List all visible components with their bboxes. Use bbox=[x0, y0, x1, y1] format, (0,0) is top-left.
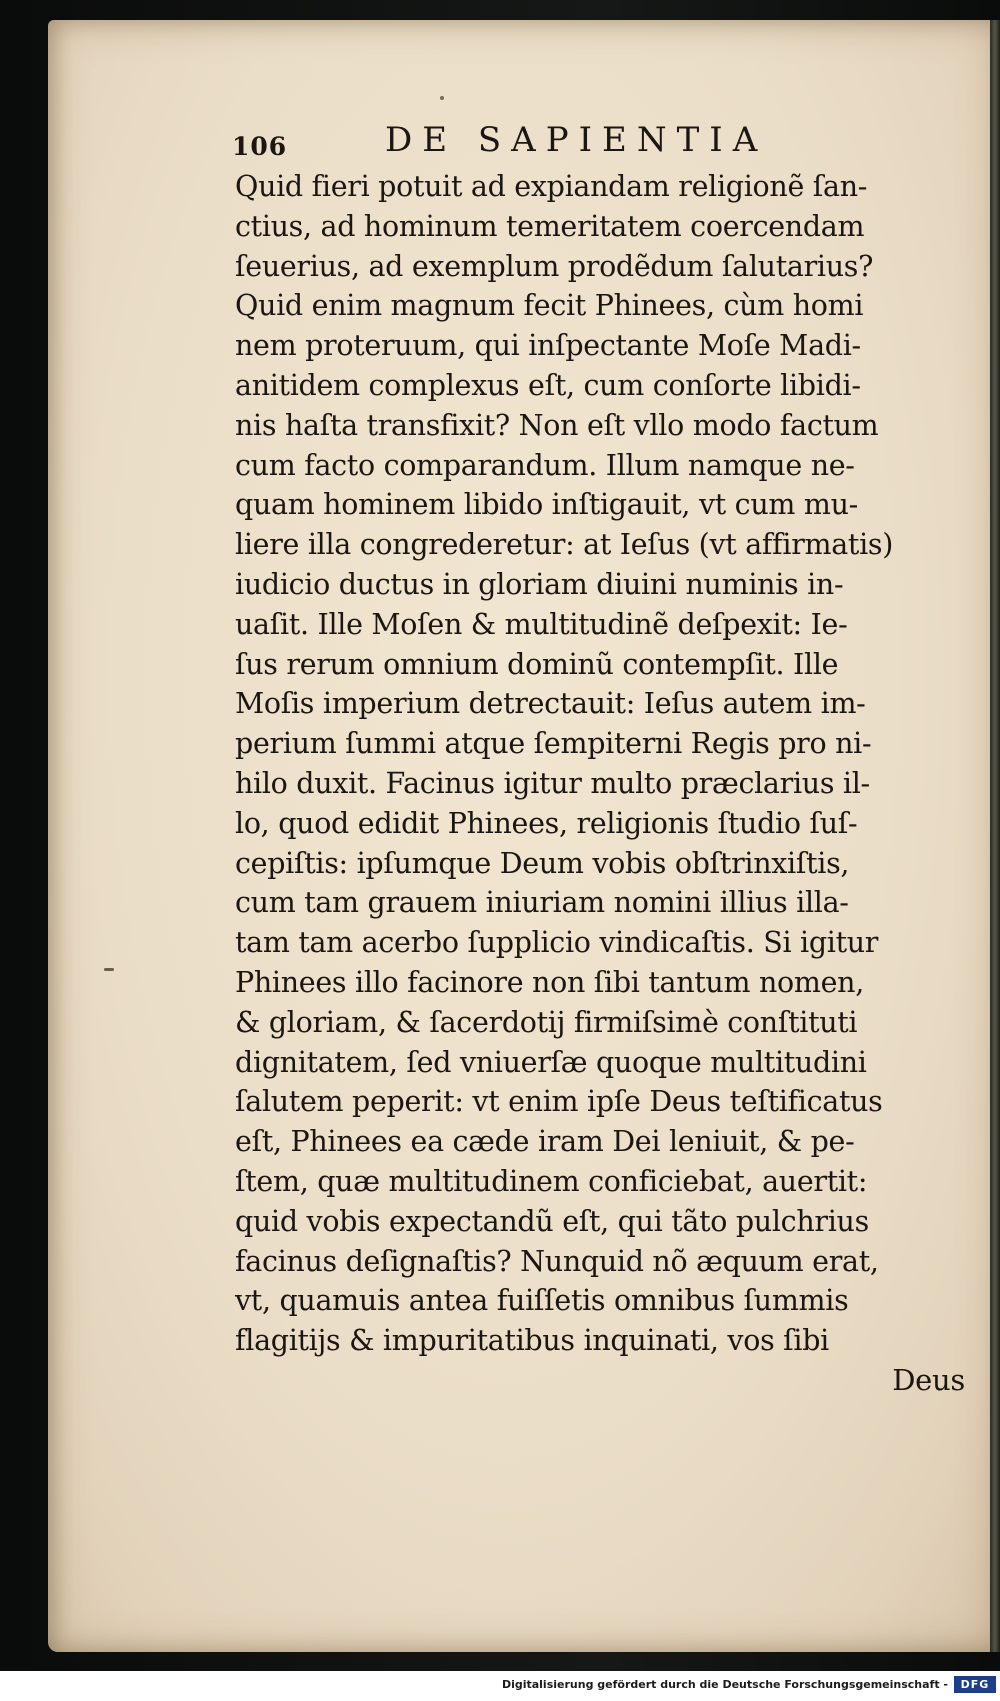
text-line: ſeuerius, ad exemplum prodẽdum ſalutarius? bbox=[235, 249, 874, 283]
body-text bbox=[235, 167, 975, 1401]
text-line: ſalutem peperit: vt enim ipſe Deus teſtificatus bbox=[235, 1085, 883, 1119]
text-line: quid vobis expectandũ eſt, qui tãto pulchrius bbox=[235, 1204, 869, 1238]
text-line: cum facto comparandum. Illum namque ne- bbox=[235, 448, 855, 482]
text-line: cum tam grauem iniuriam nomini illius illa- bbox=[235, 886, 849, 920]
running-head bbox=[190, 120, 965, 170]
text-line: perium ſummi atque ſempiterni Regis pro ni- bbox=[235, 727, 872, 761]
text-line: vt, quamuis antea fuiſſetis omnibus ſummis bbox=[235, 1284, 849, 1318]
text-line: uaſit. Ille Moſen & multitudinẽ deſpexit: Ie- bbox=[235, 607, 848, 641]
funding-credit: Digitalisierung gefördert durch die Deutsche Forschungsgemeinschaft - bbox=[501, 1678, 948, 1691]
text-line: iudicio ductus in gloriam diuini numinis in- bbox=[235, 567, 844, 601]
text-line: flagitijs & impuritatibus inquinati, vos ſibi bbox=[235, 1324, 829, 1358]
text-line: Quid fieri potuit ad expiandam religionẽ ſan- bbox=[235, 170, 868, 203]
text-line: & gloriam, & ſacerdotij firmiſsimè conſtituti bbox=[235, 1005, 858, 1039]
text-line: nis haſta transfixit? Non eſt vllo modo factum bbox=[235, 408, 879, 442]
text-line: hilo duxit. Facinus igitur multo præclarius il- bbox=[235, 766, 870, 800]
text-line: anitidem complexus eſt, cum conſorte libidi- bbox=[235, 368, 861, 402]
stray-dot-mark bbox=[440, 96, 444, 100]
printed-text-block bbox=[190, 120, 965, 1397]
text-line: eſt, Phinees ea cæde iram Dei leniuit, & pe- bbox=[235, 1125, 855, 1159]
text-line: ſtem, quæ multitudinem conficiebat, auertit: bbox=[235, 1164, 868, 1198]
text-line: quam hominem libido inſtigauit, vt cum mu- bbox=[235, 488, 858, 522]
text-line: dignitatem, ſed vniuerſæ quoque multitudini bbox=[235, 1045, 867, 1079]
text-line: Moſis imperium detrectauit: Ieſus autem im- bbox=[235, 687, 866, 721]
text-line: ſus rerum omnium dominũ contempſit. Ille bbox=[235, 647, 839, 681]
catchword: Deus bbox=[892, 1362, 965, 1397]
dfg-logo-icon: DFG bbox=[954, 1676, 996, 1693]
text-line: liere illa congrederetur: at Ieſus (vt affirmatis) bbox=[235, 528, 894, 562]
digitization-footer bbox=[0, 1671, 1000, 1701]
text-line: nem proteruum, qui inſpectante Moſe Madi- bbox=[235, 329, 861, 363]
text-line: lo, quod edidit Phinees, religionis ſtudio ſuſ- bbox=[235, 806, 858, 840]
text-line: tam tam acerbo ſupplicio vindicaſtis. Si igitur bbox=[235, 926, 879, 960]
page-number: 106 bbox=[232, 132, 288, 161]
stray-ink-mark bbox=[104, 968, 114, 971]
text-line: facinus deſignaſtis? Nunquid nõ æquum erat, bbox=[235, 1244, 879, 1278]
text-line: Quid enim magnum fecit Phinees, cùm homi bbox=[235, 289, 864, 323]
book-edge bbox=[990, 20, 1000, 1652]
text-line: ctius, ad hominum temeritatem coercendam bbox=[235, 209, 865, 243]
text-line: cepiſtis: ipſumque Deum vobis obſtrinxiſtis, bbox=[235, 846, 850, 880]
running-head-title: DE SAPIENTIA bbox=[385, 120, 768, 160]
text-line: Phinees illo facinore non ſibi tantum nomen, bbox=[235, 965, 864, 999]
